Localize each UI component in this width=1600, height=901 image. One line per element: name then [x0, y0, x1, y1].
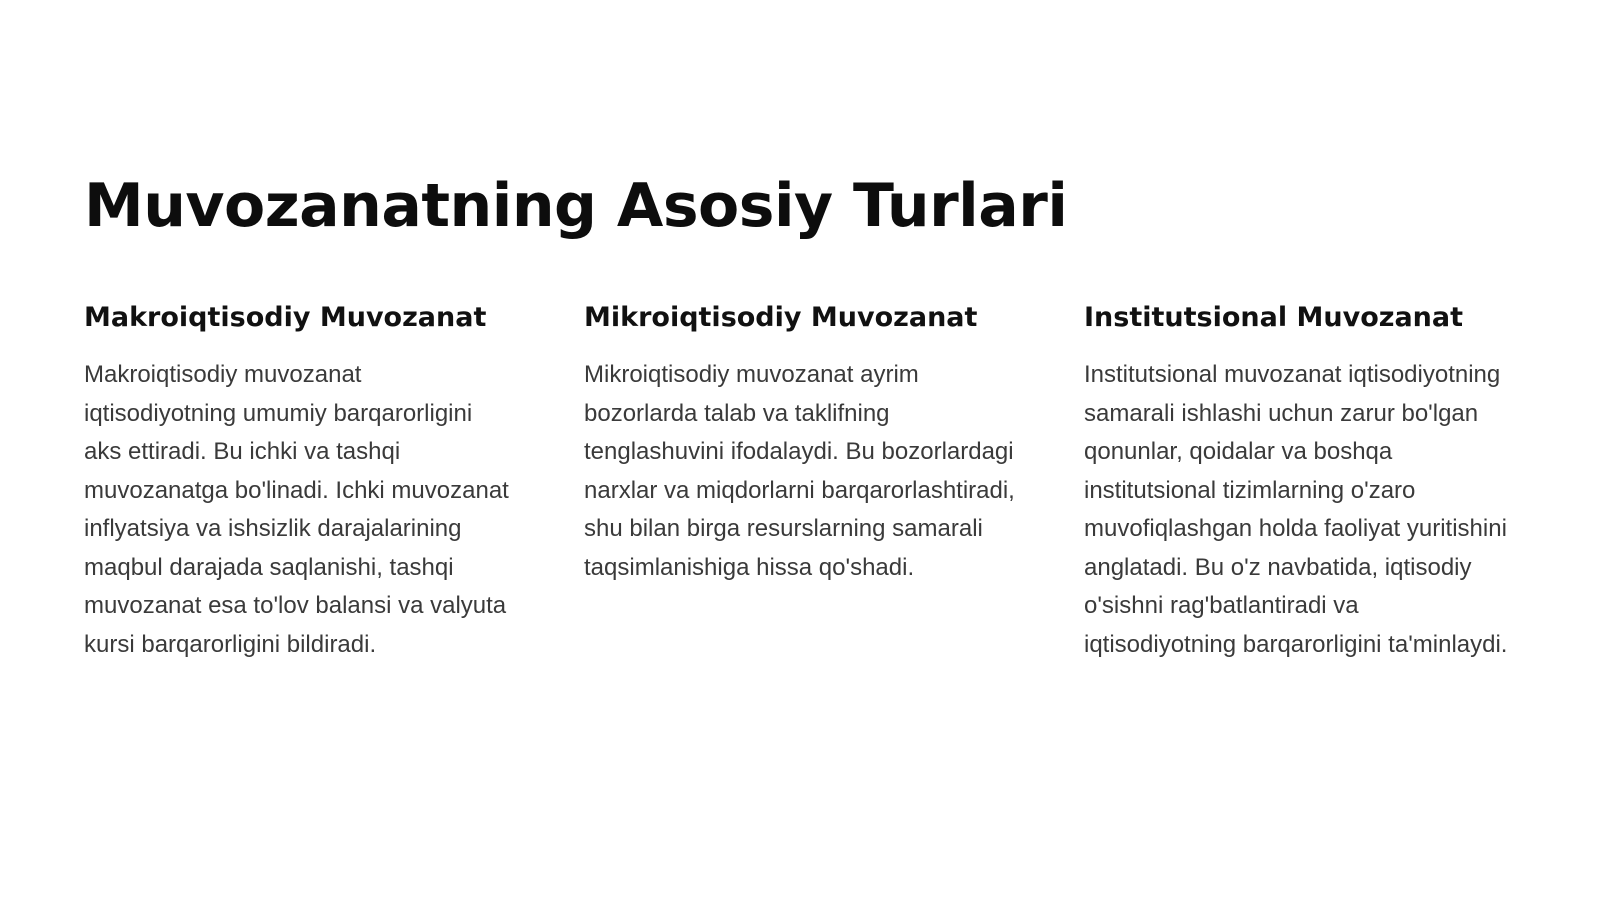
column-body: Mikroiqtisodiy muvozanat ayrim bozorlarda talab va taklifning tenglashuvini ifodalaydi. Bu bozorlardagi narxlar va miqdorlarni barqarorlashtiradi, shu bilan birga resurslarning samarali taqsimlanishiga hissa qo'shadi.	[584, 361, 1015, 581]
column-body: Institutsional muvozanat iqtisodiyotning samarali ishlashi uchun zarur bo'lgan qonunlar, qoidalar va boshqa institutsional tizimlarning o'zaro muvofiqlashgan holda faoliyat yuritishini anglatadi. Bu o'z navbatida, iqtisodiy o'sishni rag'batlantiradi va iqtisodiyotning barqarorligini ta'minlaydi.	[1084, 361, 1508, 658]
column-heading: Mikroiqtisodiy Muvozanat	[584, 302, 978, 333]
column-institutional	[1084, 298, 1516, 664]
column-body: Makroiqtisodiy muvozanat iqtisodiyotning umumiy barqarorligini aks ettiradi. Bu ichki va tashqi muvozanatga bo'linadi. Ichki muvozanat inflyatsiya va ishsizlik darajalarining maqbul darajada saqlanishi, tashqi muvozanat esa to'lov balansi va valyuta kursi barqarorligini bildiradi.	[84, 361, 509, 658]
column-heading: Makroiqtisodiy Muvozanat	[84, 302, 487, 333]
columns-container	[84, 298, 1516, 664]
column-microeconomic	[584, 298, 1016, 664]
column-macroeconomic	[84, 298, 516, 664]
slide-title: Muvozanatning Asosiy Turlari	[84, 171, 1068, 241]
column-heading: Institutsional Muvozanat	[1084, 302, 1464, 333]
